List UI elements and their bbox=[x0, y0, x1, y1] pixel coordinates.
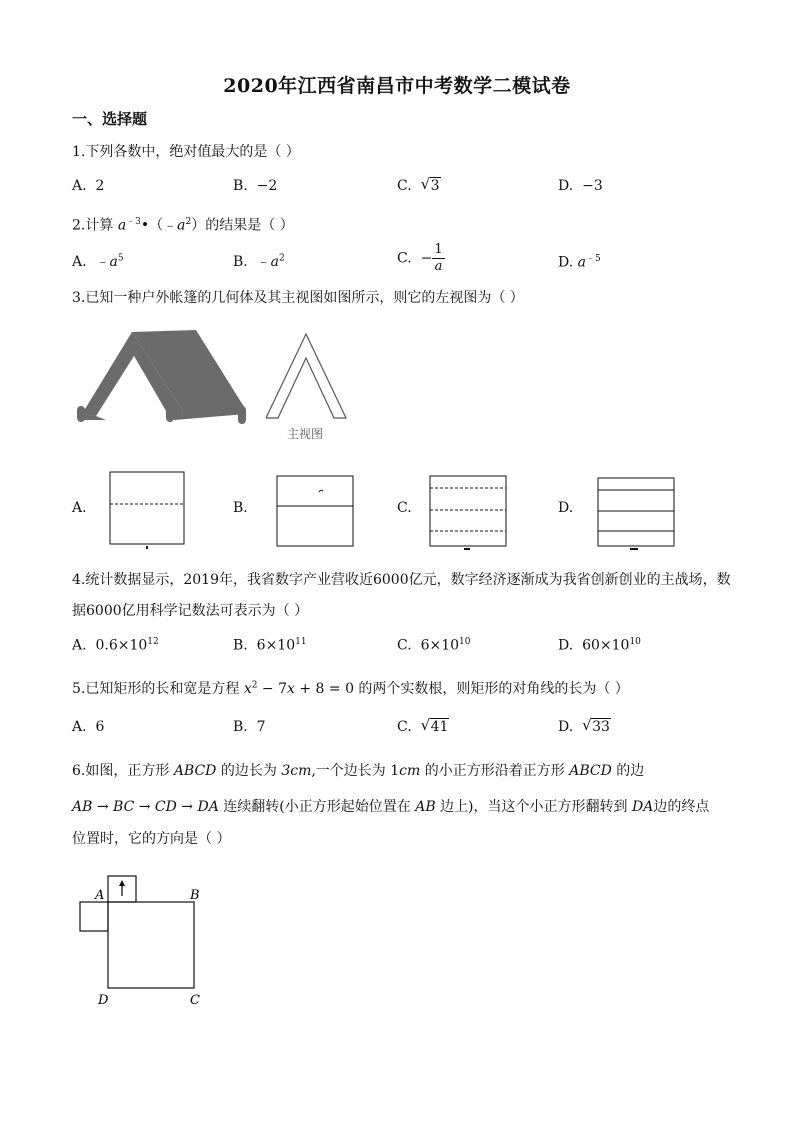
q3-option-a-letter: A. bbox=[72, 500, 87, 516]
q6-stem-line3: 位置时，它的方向是（ ） bbox=[72, 831, 231, 847]
tent-peg-left bbox=[77, 406, 85, 422]
q5-stem: 5.已知矩形的长和宽是方程 $x^2 - 7x + 8 = 0$ 的两个实数根，则矩形的对角线的长为（ ） bbox=[72, 680, 629, 697]
view-a-mark bbox=[146, 546, 148, 549]
front-view-outer bbox=[266, 334, 346, 418]
front-view-caption: 主视图 bbox=[287, 427, 324, 441]
q3-option-b-letter: B. bbox=[233, 500, 248, 516]
label-a: A bbox=[95, 888, 105, 903]
label-d: D bbox=[98, 993, 109, 1008]
label-b: B bbox=[190, 888, 200, 903]
view-d-outline bbox=[598, 478, 674, 546]
sqrt-symbol: √ 41 bbox=[420, 716, 449, 735]
front-view-figure bbox=[262, 330, 352, 422]
q6-stem-line1: 6.如图，正方形 ABCD 的边长为 3cm,一个边长为 1cm 的小正方形沿着正方形 ABCD 的边 bbox=[72, 763, 645, 779]
view-b-mark bbox=[319, 490, 323, 492]
q4-option-a: A. $0.6\times 10^{12}$ bbox=[72, 637, 159, 654]
q5-option-c: C. √ 41 bbox=[397, 716, 449, 735]
q2-option-a: A. $﹣a^5$ bbox=[72, 253, 124, 270]
q5-option-b: B. 7 bbox=[233, 719, 266, 735]
q4-option-b: B. $6\times 10^{11}$ bbox=[233, 637, 307, 654]
q3-option-c-letter: C. bbox=[397, 500, 412, 516]
section-heading: 一、选择题 bbox=[72, 110, 148, 128]
view-d-mark bbox=[630, 548, 638, 550]
view-c-mark bbox=[464, 548, 470, 550]
q3-option-a-figure bbox=[108, 470, 188, 550]
q6-stem-line2: AB → BC → CD → DA 连续翻转(小正方形起始位置在 AB 边上)，当这个小正方形翻转到 DA边的终点 bbox=[72, 799, 710, 815]
q3-option-d-letter: D. bbox=[558, 500, 574, 516]
q6-square-figure bbox=[76, 872, 216, 1012]
fraction: $\frac{1}{a}$ bbox=[434, 242, 443, 274]
q2-option-c: C. − $\frac{1}{a}$ bbox=[397, 242, 443, 274]
q5-option-a: A. 6 bbox=[72, 719, 105, 735]
q1-option-d: D. −3 bbox=[558, 178, 603, 194]
view-c-outline bbox=[430, 476, 506, 546]
sqrt-symbol: √ 3 bbox=[420, 175, 440, 194]
q1-stem: 1.下列各数中，绝对值最大的是（ ） bbox=[72, 144, 300, 160]
q4-stem-line1: 4.统计数据显示，2019年，我省数字产业营收近6000亿元，数字经济逐渐成为我省创新创业的主战场，数 bbox=[72, 572, 731, 588]
q4-option-c: C. $6\times 10^{10}$ bbox=[397, 637, 471, 654]
sqrt-symbol: √ 33 bbox=[582, 716, 610, 735]
q3-option-c-figure bbox=[428, 474, 510, 552]
label-c: C bbox=[190, 993, 200, 1008]
q3-option-b-figure bbox=[275, 474, 357, 550]
q1-option-b: B. −2 bbox=[233, 178, 278, 194]
view-a-outline bbox=[110, 472, 184, 544]
q2-stem: 2.计算 $a^{﹣3}•(﹣a^2)$的结果是（ ） bbox=[72, 217, 294, 234]
q3-stem: 3.已知一种户外帐篷的几何体及其主视图如图所示，则它的左视图为（ ） bbox=[72, 290, 524, 306]
big-square-abcd bbox=[108, 902, 194, 988]
q1-option-c: C. √ 3 bbox=[397, 175, 440, 194]
q2-option-d: D. $a^{﹣5}$ bbox=[558, 254, 601, 271]
page-title: 2020年江西省南昌市中考数学二模试卷 bbox=[223, 75, 571, 97]
arrow-head-icon bbox=[119, 880, 125, 886]
tent-solid-figure bbox=[74, 328, 254, 428]
q5-option-d: D. √ 33 bbox=[558, 716, 610, 735]
q4-stem-line2: 据6000亿用科学记数法可表示为（ ） bbox=[72, 603, 309, 619]
q3-option-d-figure bbox=[596, 476, 678, 552]
q1-option-a: A. 2 bbox=[72, 178, 105, 194]
q2-option-b: B. $﹣a^2$ bbox=[233, 253, 285, 270]
view-b-outline bbox=[277, 476, 353, 546]
small-square-left bbox=[80, 902, 108, 931]
q4-option-d: D. $60\times 10^{10}$ bbox=[558, 637, 641, 654]
